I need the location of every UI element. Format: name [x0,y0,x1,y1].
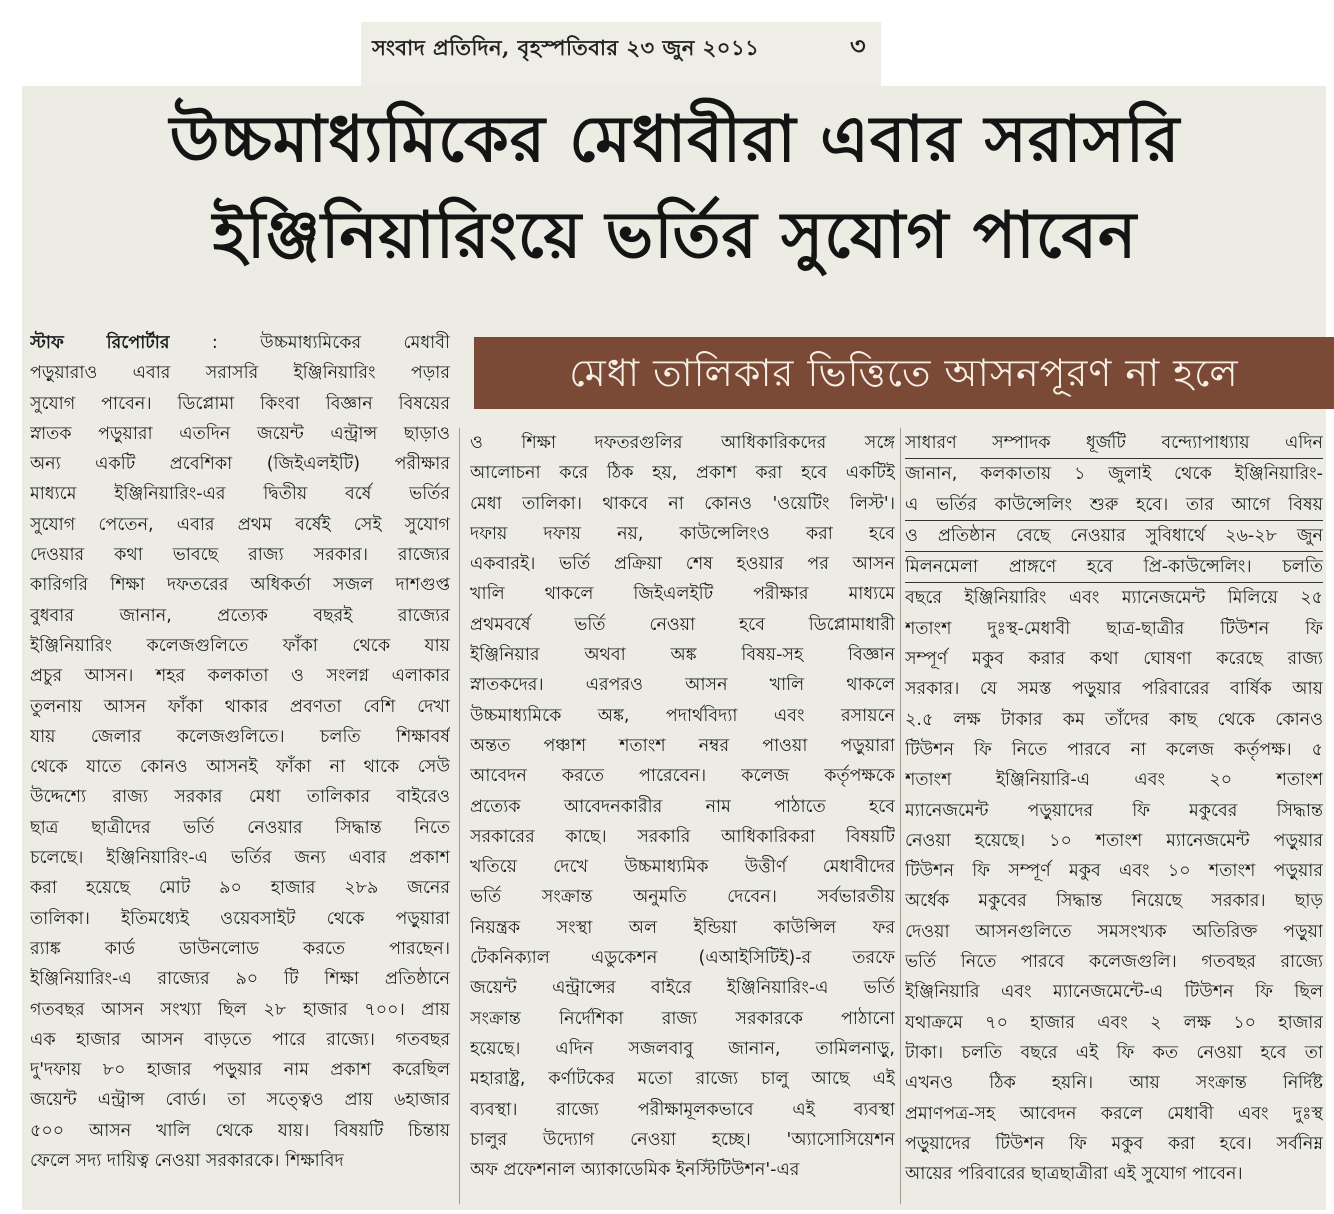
article-line: ইঞ্জিনিয়ার অথবা অঙ্ক বিষয়-সহ বিজ্ঞান [470,645,895,666]
article-line: জয়েন্ট এন্ট্রান্সের বাইরে ইঞ্জিনিয়ারিং-এ ভর্তি [470,978,895,999]
article-line: চালুর উদ্যোগ নেওয়া হচ্ছে। 'অ্যাসোসিয়েশন [470,1129,895,1150]
article-line: থেকে যাতে কোনও আসনই ফাঁকা না থাকে সেউ [30,757,450,778]
article-column-1 [30,328,450,1176]
headline-line-2: ইঞ্জিনিয়ারিংয়ে ভর্তির সুযোগ পাবেন [212,198,1138,273]
article-column-2 [470,428,895,1185]
article-line: দেওয়ার কথা ভাবছে রাজ্য সরকার। রাজ্যের [30,545,450,566]
article-line: সুযোগ পাবেন। ডিপ্লোমা কিংবা বিজ্ঞান বিষয়ের [30,393,450,414]
article-line: সরকারের কাছে। সরকারি আধিকারিকরা বিষয়টি [470,826,895,847]
article-line: আলোচনা করে ঠিক হয়, প্রকাশ করা হবে একটিই [470,463,895,484]
article-line: খতিয়ে দেখে উচ্চমাধ্যমিক উত্তীর্ণ মেধাবীদের [470,857,895,878]
headline-line-1: উচ্চমাধ্যমিকের মেধাবীরা এবার সরাসরি [169,102,1181,177]
article-line: অন্য একটি প্রবেশিকা (জিইএলইটি) পরীক্ষার [30,454,450,475]
article-line: ভর্তি নিতে পারবে কলেজগুলি। গতবছর রাজ্যে [905,952,1323,973]
article-line: চলেছে। ইঞ্জিনিয়ারিং-এ ভর্তির জন্য এবার প্রকাশ [30,848,450,869]
article-line: নিয়ন্ত্রক সংস্থা অল ইন্ডিয়া কাউন্সিল ফর [470,917,895,938]
article-line: উদ্দেশ্যে রাজ্য সরকার মেধা তালিকার বাইরেও [30,787,450,808]
article-line: জানান, কলকাতায় ১ জুলাই থেকে ইঞ্জিনিয়ারিং- [905,464,1323,485]
article-line: ইঞ্জিনিয়ারি এবং ম্যানেজমেন্টে-এ টিউশন ফি ছিল [905,982,1323,1003]
article-line: সম্পূর্ণ মকুব করার কথা ঘোষণা করেছে রাজ্য [905,649,1323,670]
article-line [30,328,450,358]
article-line: তালিকা। ইতিমধ্যেই ওয়েবসাইট থেকে পড়ুয়ারা [30,908,450,929]
dateline: সংবাদ প্রতিদিন, বৃহস্পতিবার ২৩ জুন ২০১১ [372,35,760,60]
article-line: ব্যবস্থা। রাজ্যে পরীক্ষামূলকভাবে এই ব্যবস্থা [470,1099,895,1120]
article-line: টাকা। চলতি বছরে এই ফি কত নেওয়া হবে তা [905,1042,1323,1063]
article-line: প্রথমবর্ষে ভর্তি নেওয়া হবে ডিপ্লোমাধারী [470,614,895,635]
article-line: ভর্তি সংক্রান্ত অনুমতি দেবেন। সর্বভারতীয় [470,887,895,908]
article-line: খালি থাকলে জিইএলইটি পরীক্ষার মাধ্যমে [470,584,895,605]
article-line: মিলনমেলা প্রাঙ্গণে হবে প্রি-কাউন্সেলিং। চলতি [905,552,1323,583]
article-line: টেকনিক্যাল এডুকেশন (এআইসিটিই)-র তরফে [470,948,895,969]
article-line: আয়ের পরিবারের ছাত্রছাত্রীরা এই সুযোগ পাবেন। [905,1164,1243,1185]
article-line: স্নাতকদের। এরপরও আসন খালি থাকলে [470,675,895,696]
article-line: যথাক্রমে ৭০ হাজার এবং ২ লক্ষ ১০ হাজার [905,1012,1323,1033]
article-line: এ ভর্তির কাউন্সেলিং শুরু হবে। তার আগে বিষয় [905,490,1323,521]
article-line: সরকার। যে সমস্ত পড়ুয়ার পরিবারের বার্ষিক আয় [905,679,1323,700]
article-line: অন্তত পঞ্চাশ শতাংশ নম্বর পাওয়া পড়ুয়ারা [470,735,895,756]
article-line: পড়ুয়াদের টিউশন ফি মকুব করা হবে। সর্বনিম্ন [905,1133,1323,1154]
article-line: গতবছর আসন সংখ্যা ছিল ২৮ হাজার ৭০০। প্রায় [30,999,450,1020]
article-line: দু'দফায় ৮০ হাজার পড়ুয়ার নাম প্রকাশ করেছিল [30,1060,450,1081]
article-line: করা হয়েছে মোট ৯০ হাজার ২৮৯ জনের [30,878,450,899]
article-line: মেধা তালিকা। থাকবে না কোনও 'ওয়েটিং লিস্ট'। [470,493,895,514]
article-line: টিউশন ফি সম্পূর্ণ মকুব এবং ১০ শতাংশ পড়ুয়ার [905,861,1323,882]
byline: স্টাফ রিপোর্টার [30,333,170,353]
article-line: এক হাজার আসন বাড়তে পারে রাজ্যে। গতবছর [30,1029,450,1050]
article-line: ছাত্র ছাত্রীদের ভর্তি নেওয়ার সিদ্ধান্ত নিতে [30,817,450,838]
article-line: হয়েছে। এদিন সজলবাবু জানান, তামিলনাড়ু, [470,1038,895,1059]
article-line: পড়ুয়ারাও এবার সরাসরি ইঞ্জিনিয়ারিং পড়ার [30,363,450,384]
article-line: মহারাষ্ট্র, কর্ণাটকের মতো রাজ্যে চালু আছে এই [470,1069,895,1090]
article-line: দফায় দফায় নয়, কাউন্সেলিংও করা হবে [470,523,895,544]
article-line: প্রচুর আসন। শহর কলকাতা ও সংলগ্ন এলাকার [30,666,450,687]
column-divider [459,428,460,1204]
article-line: বছরে ইঞ্জিনিয়ারিং এবং ম্যানেজমেন্ট মিলিয়ে ২৫ [905,588,1323,609]
article-line: ৫০০ আসন খালি থেকে যায়। বিষয়টি চিন্তায় [30,1120,450,1141]
article-line: কারিগরি শিক্ষা দফতরের অধিকর্তা সজল দাশগুপ্ত [30,575,450,596]
article-line: ইঞ্জিনিয়ারিং কলেজগুলিতে ফাঁকা থেকে যায় [30,635,450,656]
article-line: জয়েন্ট এন্ট্রান্স বোর্ড। তা সত্ত্বেও প্রায় ৬হাজার [30,1090,450,1111]
article-line: র‍্যাঙ্ক কার্ড ডাউনলোড করতে পারছেন। [30,938,450,959]
article-line: মাধ্যমে ইঞ্জিনিয়ারিং-এর দ্বিতীয় বর্ষে ভর্তির [30,484,450,505]
article-line: এখনও ঠিক হয়নি। আয় সংক্রান্ত নির্দিষ্ট [905,1073,1323,1094]
article-line: বুধবার জানান, প্রত্যেক বছরই রাজ্যের [30,605,450,626]
article-line: নেওয়া হয়েছে। ১০ শতাংশ ম্যানেজমেন্ট পড়ুয়ার [905,830,1323,851]
page-number: ৩ [850,31,866,60]
article-line: অফ প্রফেশনাল অ্যাকাডেমিক ইনস্টিটিউশন'-এর [470,1160,800,1181]
article-line: শতাংশ দুঃস্থ-মেধাবী ছাত্র-ছাত্রীর টিউশন ফি [905,618,1323,639]
article-line: টিউশন ফি নিতে পারবে না কলেজ কর্তৃপক্ষ। ৫ [905,739,1323,760]
article-line: ২.৫ লক্ষ টাকার কম তাঁদের কাছ থেকে কোনও [905,709,1323,730]
article-line: যায় জেলার কলেজগুলিতে। চলতি শিক্ষাবর্ষ [30,726,450,747]
article-line: প্রমাণপত্র-সহ আবেদন করলে মেধাবী এবং দুঃস্থ [905,1103,1323,1124]
article-line: তুলনায় আসন ফাঁকা থাকার প্রবণতা বেশি দেখা [30,696,450,717]
article-line: দেওয়া আসনগুলিতে সমসংখ্যক অতিরিক্ত পড়ুয়া [905,921,1323,942]
article-line: স্নাতক পড়ুয়ারা এতদিন জয়েন্ট এন্ট্রান্স ছাড়াও [30,423,450,444]
article-line: শতাংশ ইঞ্জিনিয়ারি-এ এবং ২০ শতাংশ [905,770,1323,791]
article-line: সংক্রান্ত নির্দেশিকা রাজ্য সরকারকে পাঠানো [470,1008,895,1029]
article-line: ইঞ্জিনিয়ারিং-এ রাজ্যের ৯০ টি শিক্ষা প্রতিষ্ঠানে [30,969,450,990]
column-divider [900,428,901,1204]
article-column-3 [905,428,1323,1189]
article-line: সুযোগ পেতেন, এবার প্রথম বর্ষেই সেই সুযোগ [30,514,450,535]
article-line: উচ্চমাধ্যমিকে অঙ্ক, পদার্থবিদ্যা এবং রসায়নে [470,705,895,726]
article-line: অর্ধেক মকুবের সিদ্ধান্ত নিয়েছে সরকার। ছাড় [905,891,1323,912]
article-line: ও প্রতিষ্ঠান বেছে নেওয়ার সুবিধার্থে ২৬-২৮ জুন [905,521,1323,552]
article-line: ম্যানেজমেন্ট পড়ুয়াদের ফি মকুবের সিদ্ধান্ত [905,800,1323,821]
article-line-text: : উচ্চমাধ্যমিকের মেধাবী [211,333,450,353]
article-line: ফেলে সদ্য দায়িত্ব নেওয়া সরকারকে। শিক্ষাবিদ [30,1151,344,1172]
article-line: সাধারণ সম্পাদক ধূর্জটি বন্দ্যোপাধ্যায় এদিন [905,428,1323,459]
article-line: আবেদন করতে পারেবেন। কলেজ কর্তৃপক্ষকে [470,766,895,787]
subheadline-banner: মেধা তালিকার ভিত্তিতে আসনপূরণ না হলে [474,337,1334,409]
article-line: প্রত্যেক আবেদনকারীর নাম পাঠাতে হবে [470,796,895,817]
article-line: একবারই। ভর্তি প্রক্রিয়া শেষ হওয়ার পর আসন [470,554,895,575]
article-line: ও শিক্ষা দফতরগুলির আধিকারিকদের সঙ্গে [470,433,895,453]
